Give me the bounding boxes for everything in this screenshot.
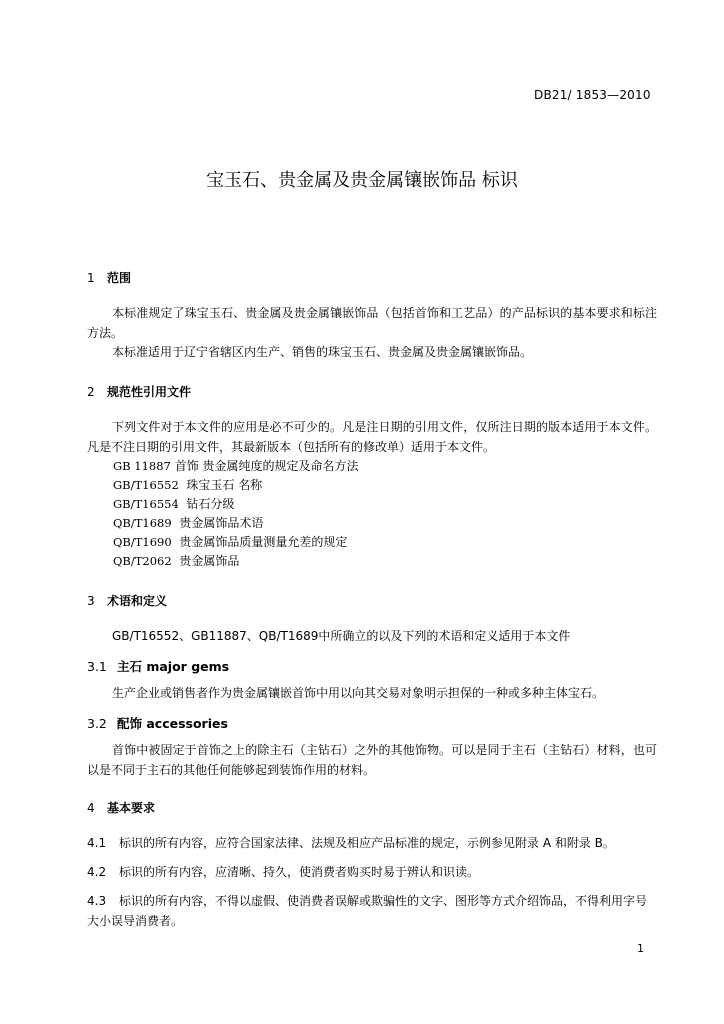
reference-item <box>113 514 263 534</box>
section-2-heading <box>87 383 191 400</box>
section-4-heading <box>87 799 155 816</box>
section-title: 基本要求 <box>107 801 156 815</box>
section-1-paragraph-1: 本标准规定了珠宝玉石、贵金属及贵金属镶嵌饰品（包括首饰和工艺品）的产品标识的基本要求和标注方法。 <box>87 306 657 340</box>
section-title: 规范性引用文件 <box>107 385 192 399</box>
term-3-1-heading <box>87 657 229 675</box>
term-title: 配饰 accessories <box>117 716 228 731</box>
section-3-paragraph-1: GB/T16552、GB11887、QB/T1689中所确立的以及下列的术语和定义适用于本文件 <box>112 629 571 643</box>
section-title: 范围 <box>107 271 132 285</box>
reference-code: GB 11887 <box>113 459 171 473</box>
requirement-item <box>87 834 657 854</box>
requirement-item <box>87 863 657 883</box>
page-number: 1 <box>637 942 644 955</box>
section-2-paragraph-1: 下列文件对于本文件的应用是必不可少的。凡是注日期的引用文件，仅所注日期的版本适用于本文件。凡是不注日期的引用文件，其最新版本（包括所有的修改单）适用于本文件。 <box>87 420 657 454</box>
item-number: 4.1 <box>87 836 107 850</box>
document-title: 宝玉石、贵金属及贵金属镶嵌饰品 标识 <box>206 170 518 191</box>
term-3-2-definition: 首饰中被固定于首饰之上的除主石（主钻石）之外的其他饰物。可以是同于主石（主钻石）材料，也可以是不同于主石的其他任何能够起到装饰作用的材料。 <box>87 743 657 777</box>
reference-code: GB/T16554 <box>113 497 179 511</box>
item-text: 标识的所有内容，应符合国家法律、法规及相应产品标准的规定，示例参见附录 A 和附录 B。 <box>119 836 615 850</box>
section-title: 术语和定义 <box>107 594 168 608</box>
reference-title: 钻石分级 <box>186 497 235 511</box>
reference-code: GB/T16552 <box>113 478 179 492</box>
reference-item <box>113 552 239 572</box>
section-number: 4 <box>87 801 95 815</box>
reference-title: 珠宝玉石 名称 <box>186 478 263 492</box>
reference-item <box>113 457 359 477</box>
standard-number: DB21/ 1853—2010 <box>534 88 651 102</box>
section-number: 1 <box>87 271 95 285</box>
reference-item <box>113 476 262 496</box>
reference-code: QB/T1689 <box>113 516 172 530</box>
term-3-2-heading <box>87 714 228 732</box>
item-number: 4.3 <box>87 894 107 908</box>
section-1-heading <box>87 269 131 286</box>
reference-item <box>113 533 347 553</box>
section-3-heading <box>87 592 167 609</box>
reference-code: QB/T1690 <box>113 535 172 549</box>
reference-title: 贵金属饰品术语 <box>179 516 264 530</box>
reference-title: 首饰 贵金属纯度的规定及命名方法 <box>174 459 359 473</box>
reference-item <box>113 495 234 515</box>
term-title: 主石 major gems <box>117 659 230 674</box>
section-number: 3 <box>87 594 95 608</box>
section-number: 2 <box>87 385 95 399</box>
reference-title: 贵金属饰品质量测量允差的规定 <box>179 535 348 549</box>
reference-title: 贵金属饰品 <box>179 554 240 568</box>
item-text: 标识的所有内容，应清晰、持久，使消费者购买时易于辨认和识读。 <box>119 865 480 879</box>
term-number: 3.1 <box>87 659 107 674</box>
requirement-item <box>87 892 657 931</box>
term-3-1-definition: 生产企业或销售者作为贵金属镶嵌首饰中用以向其交易对象明示担保的一种或多种主体宝石。 <box>112 686 605 700</box>
item-number: 4.2 <box>87 865 107 879</box>
section-1-paragraph-2: 本标准适用于辽宁省辖区内生产、销售的珠宝玉石、贵金属及贵金属镶嵌饰品。 <box>112 345 533 359</box>
reference-code: QB/T2062 <box>113 554 172 568</box>
item-text: 标识的所有内容，不得以虚假、使消费者误解或欺骗性的文字、图形等方式介绍饰品，不得利用字号大小误导消费者。 <box>87 894 648 928</box>
term-number: 3.2 <box>87 716 107 731</box>
